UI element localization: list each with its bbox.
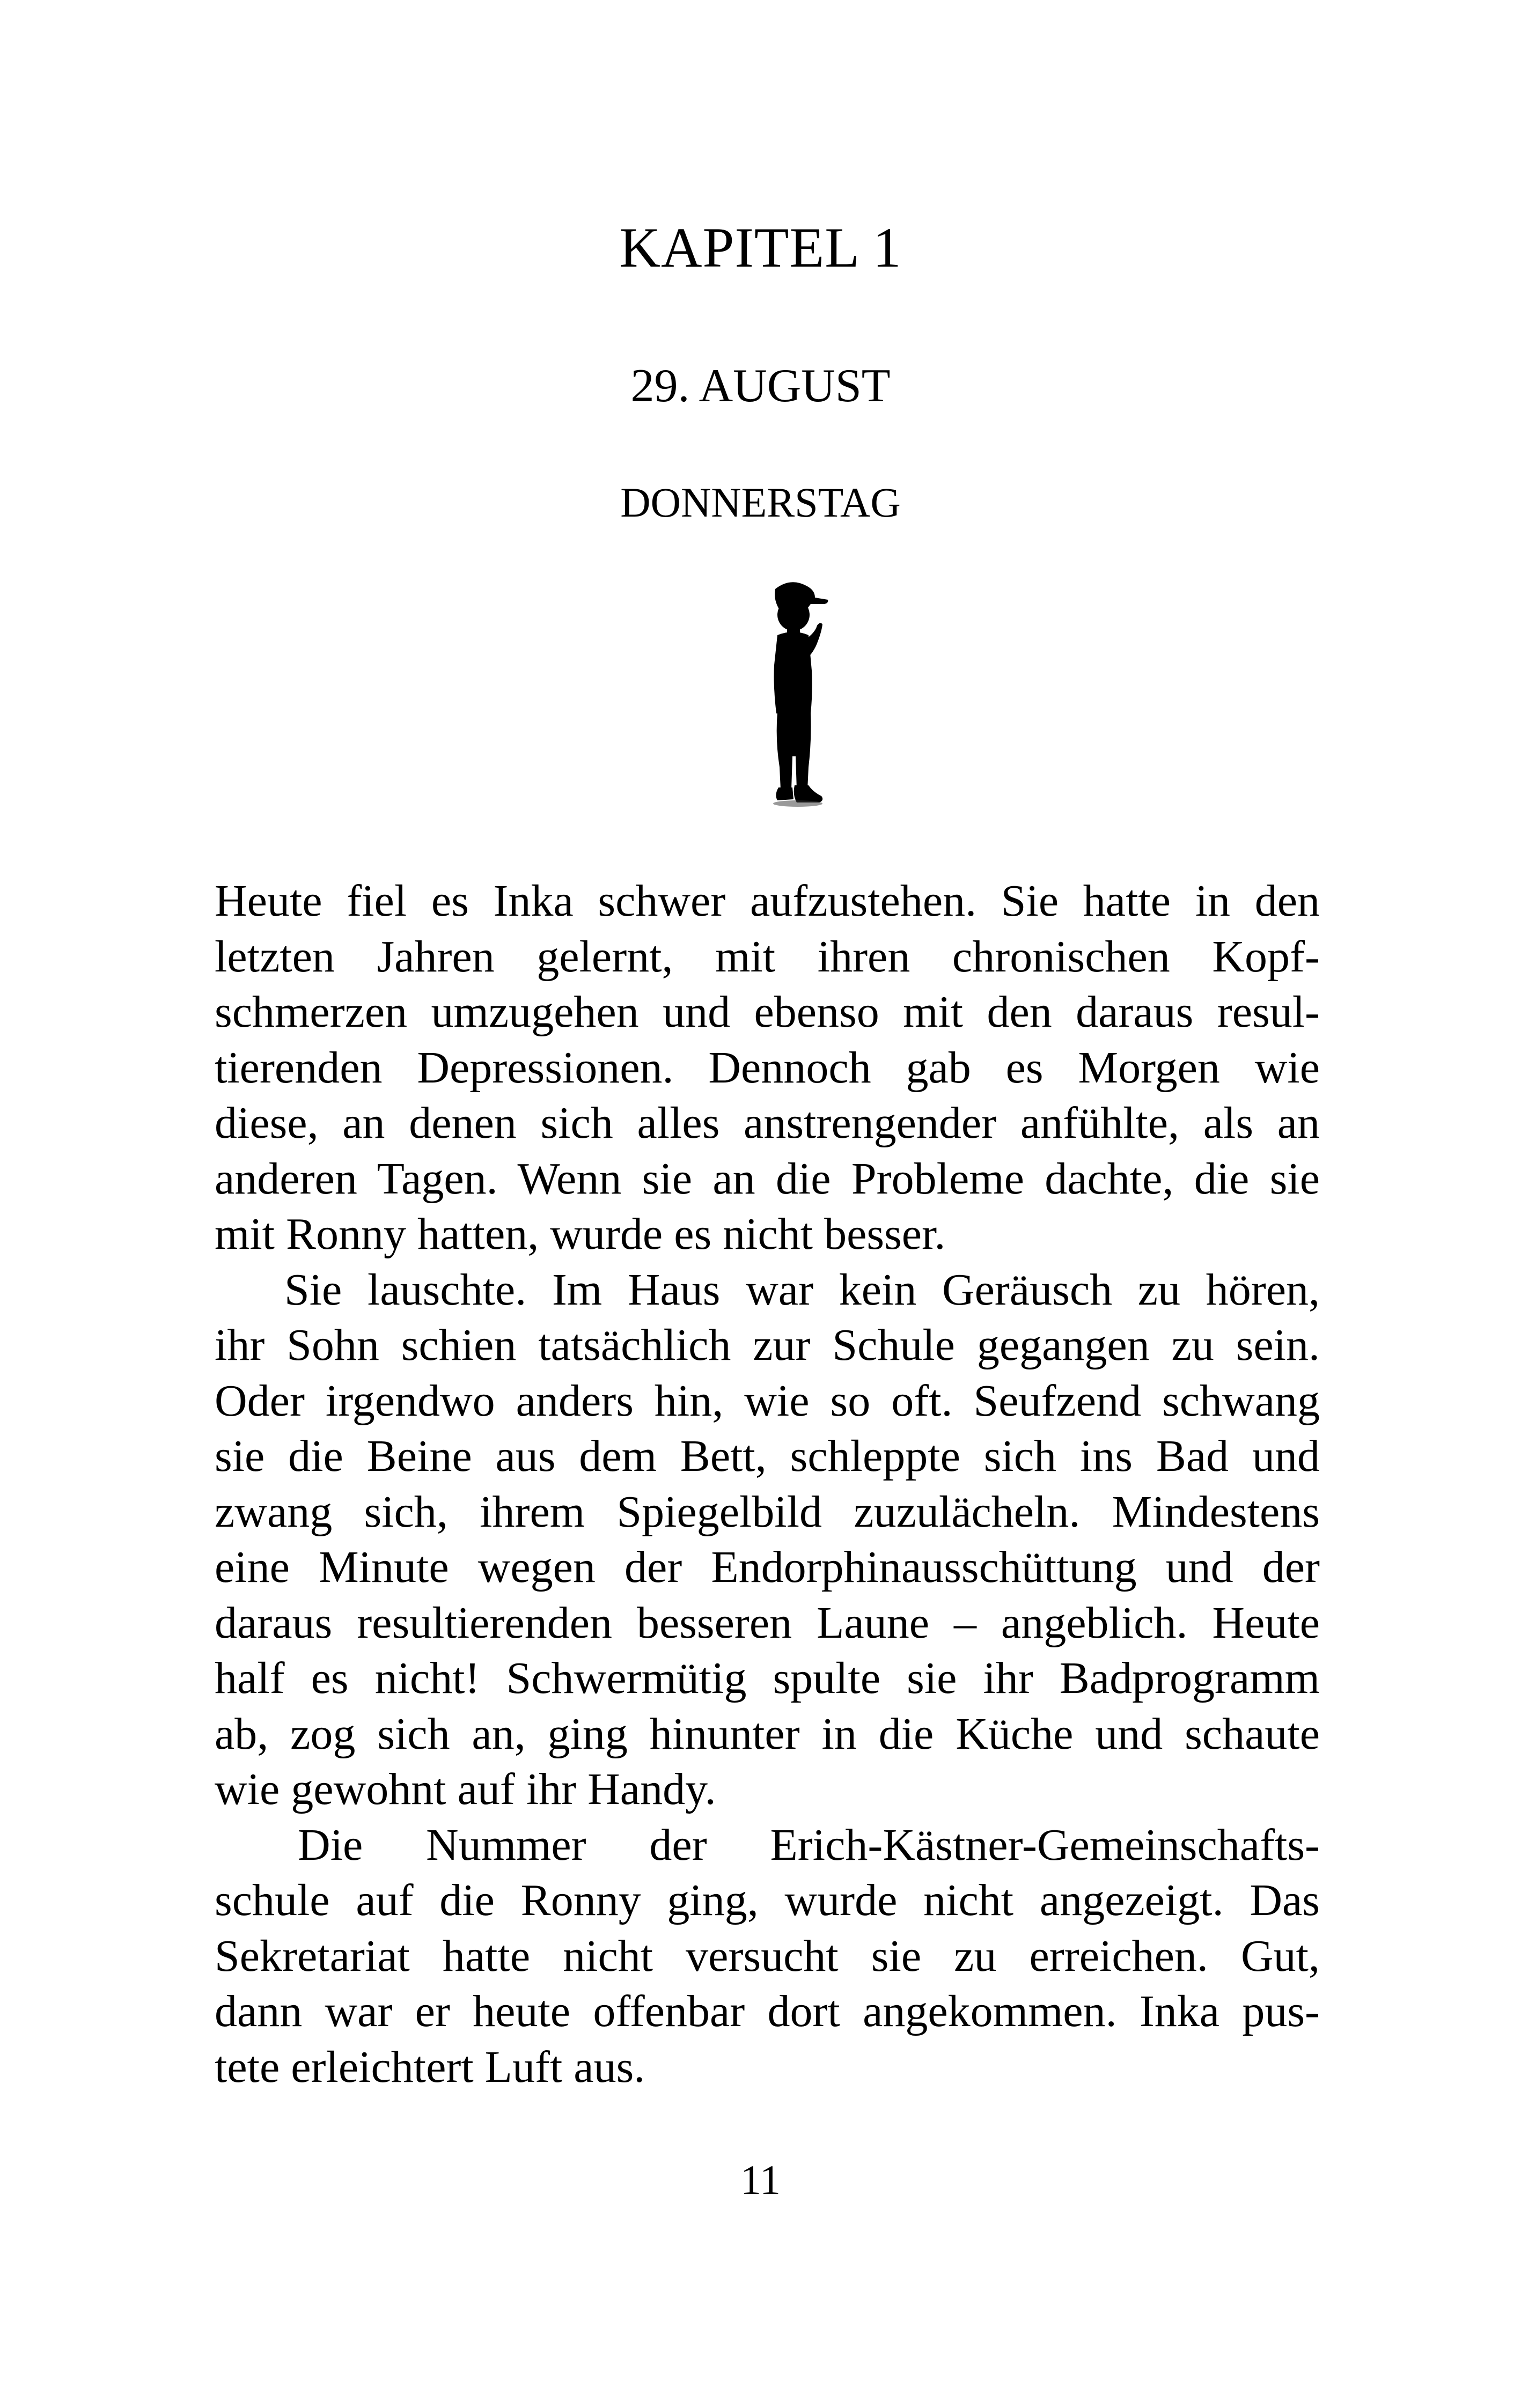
text-line: Die Nummer der Erich-Kästner-Gemeinschafts-	[298, 1820, 1320, 1870]
text-line: ihr Sohn schien tatsächlich zur Schule gegangen zu sein.	[215, 1320, 1320, 1370]
text-line: mit Ronny hatten, wurde es nicht besser.	[215, 1209, 946, 1259]
text-line: tete erleichtert Luft aus.	[215, 2042, 645, 2092]
text-line: diese, an denen sich alles anstrengender anfühlte, als an	[215, 1098, 1320, 1148]
text-line: ab, zog sich an, ging hinunter in die Küche und schaute	[215, 1709, 1320, 1759]
text-line: dann war er heute offenbar dort angekommen. Inka pus-	[215, 1986, 1320, 2036]
chapter-date: 29. AUGUST	[630, 360, 891, 412]
page-number: 11	[740, 2156, 781, 2203]
body-text	[215, 873, 1320, 2095]
text-line: Heute fiel es Inka schwer aufzustehen. Sie hatte in den	[215, 876, 1320, 926]
text-line: Sie lauschte. Im Haus war kein Geräusch zu hören,	[284, 1264, 1320, 1315]
text-line: sie die Beine aus dem Bett, schleppte sich ins Bad und	[215, 1431, 1320, 1481]
text-line: eine Minute wegen der Endorphinausschüttung und der	[215, 1542, 1320, 1592]
text-line: zwang sich, ihrem Spiegelbild zuzulächeln. Mindestens	[215, 1486, 1320, 1537]
chapter-title: KAPITEL 1	[619, 216, 902, 279]
text-line: Sekretariat hatte nicht versucht sie zu erreichen. Gut,	[215, 1931, 1320, 1981]
text-line: wie gewohnt auf ihr Handy.	[215, 1764, 716, 1814]
text-line: daraus resultierenden besseren Laune – angeblich. Heute	[215, 1597, 1320, 1648]
child-silhouette-icon	[759, 579, 834, 826]
text-line: Oder irgendwo anders hin, wie so oft. Seufzend schwang	[215, 1375, 1320, 1426]
text-line: tierenden Depressionen. Dennoch gab es Morgen wie	[215, 1042, 1320, 1093]
text-line: anderen Tagen. Wenn sie an die Probleme dachte, die sie	[215, 1153, 1320, 1204]
text-line: schule auf die Ronny ging, wurde nicht angezeigt. Das	[215, 1875, 1320, 1925]
chapter-weekday: DONNERSTAG	[620, 479, 901, 526]
text-line: schmerzen umzugehen und ebenso mit den daraus resul-	[215, 987, 1320, 1037]
text-line: letzten Jahren gelernt, mit ihren chronischen Kopf-	[215, 931, 1320, 982]
text-line: half es nicht! Schwermütig spulte sie ihr Badprogramm	[215, 1653, 1320, 1703]
